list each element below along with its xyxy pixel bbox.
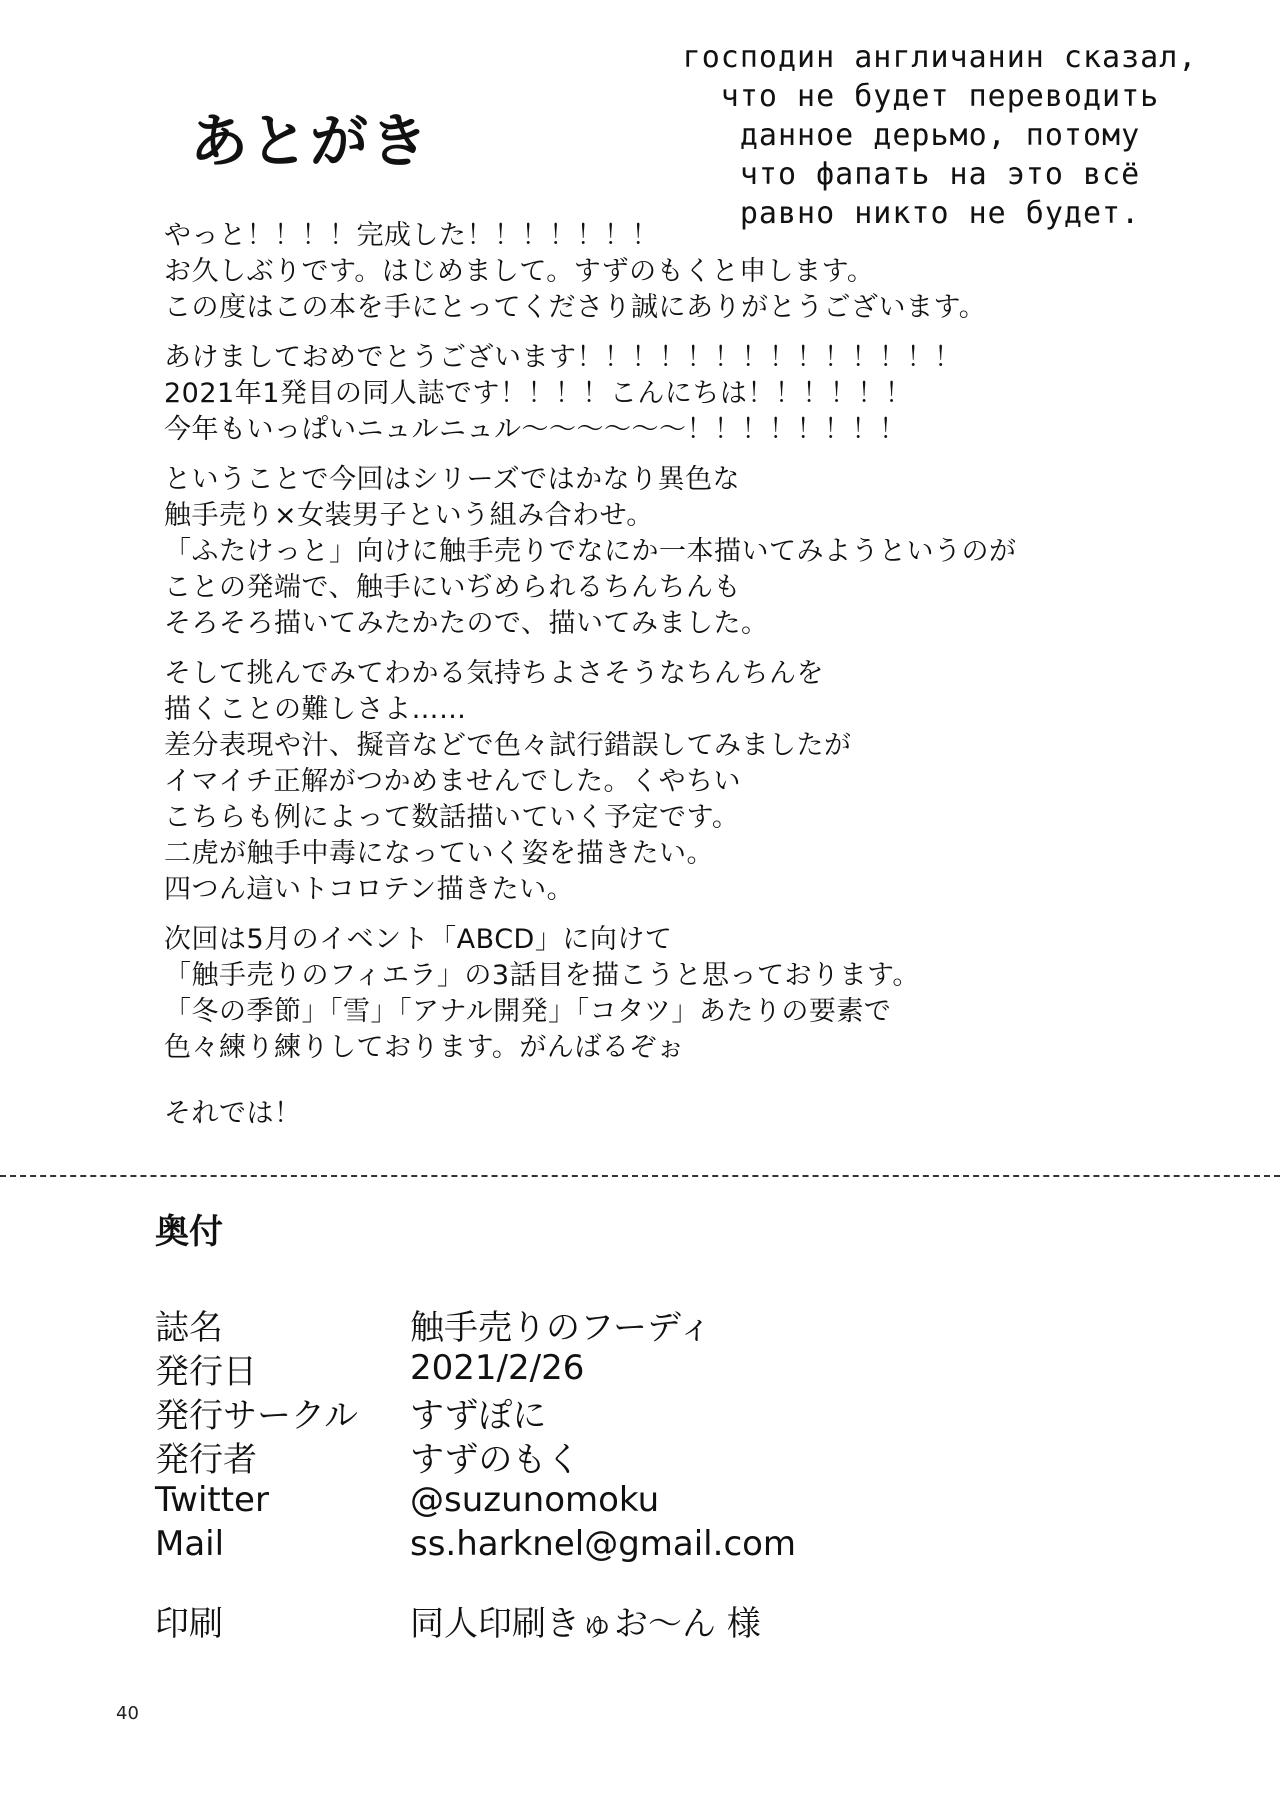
colophon-value: 同人印刷きゅお〜ん 様 (410, 1603, 761, 1644)
text-line: 触手売り×女装男子という組み合わせ。 (164, 500, 654, 531)
colophon-row (155, 1522, 1155, 1566)
text-line: 2021年1発目の同人誌です！！！！こんにちは！！！！！！ (164, 378, 913, 409)
text-line: ということで今回はシリーズではかなり異色な (164, 464, 741, 495)
text-line: あけましておめでとうございます！！！！！！！！！！！！！！ (164, 342, 962, 373)
text-line: 描くことの難しさよ…… (164, 694, 467, 725)
text-line: そして挑んでみてわかる気持ちよさそうなちんちんを (164, 658, 824, 689)
colophon-label: 発行日 (155, 1351, 257, 1392)
colophon-value: 2021/2/26 (410, 1348, 585, 1388)
paragraph (164, 922, 1244, 1066)
translator-note (630, 38, 1250, 233)
translator-note-line: господин англичанин сказал, (682, 40, 1198, 75)
twitter-handle: @suzunomoku (410, 1480, 660, 1520)
colophon-row-printer (155, 1598, 1155, 1642)
translator-note-line: что не будет переводить (720, 79, 1160, 114)
text-line: この度はこの本を手にとってくださり誠にありがとうございます。 (164, 292, 987, 323)
colophon-label: Twitter (155, 1480, 269, 1520)
colophon-label: Mail (155, 1524, 225, 1564)
text-line: 二虎が触手中毒になっていく姿を描きたい。 (164, 838, 714, 869)
text-line: やっと！！！！完成した！！！！！！！ (164, 220, 659, 251)
colophon-label: 印刷 (155, 1603, 223, 1644)
colophon-label: 発行者 (155, 1439, 257, 1480)
afterword-body (164, 218, 1244, 1146)
text-line: こちらも例によって数話描いていく予定です。 (164, 802, 740, 833)
colophon-row (155, 1478, 1155, 1522)
page-title: あとがき (190, 107, 431, 175)
text-line: 「ふたけっと」向けに触手売りでなにか一本描いてみようというのが (164, 536, 1017, 567)
text-line: 次回は5月のイベント「ABCD」に向けて (164, 924, 673, 955)
colophon-label: 誌名 (155, 1307, 223, 1348)
email-address: ss.harknel@gmail.com (410, 1524, 797, 1564)
text-line: それでは！ (164, 1098, 302, 1129)
colophon-value: すずぽに (410, 1395, 547, 1436)
text-line: 四つん這いトコロテン描きたい。 (164, 874, 575, 905)
colophon-heading: 奥付 (155, 1212, 223, 1252)
paragraph (164, 656, 1244, 908)
paragraph (164, 462, 1244, 642)
text-line: 色々練り練りしております。がんばるぞぉ (164, 1032, 685, 1063)
page-number: 40 (116, 1703, 139, 1724)
text-line: お久しぶりです。はじめまして。すずのもくと申します。 (164, 256, 875, 287)
paragraph (164, 218, 1244, 326)
dashed-divider (0, 1175, 1280, 1177)
colophon-label: 発行サークル (155, 1395, 358, 1436)
text-line: そろそろ描いてみたかたので、描いてみました。 (164, 608, 769, 639)
text-line: ことの発端で、触手にいぢめられるちんちんも (164, 572, 741, 603)
text-line: 今年もいっぱいニュルニュル〜〜〜〜〜〜！！！！！！！！ (164, 414, 907, 445)
colophon-value: 触手売りのフーディ (410, 1307, 713, 1348)
colophon-row (155, 1302, 1155, 1346)
text-line: 差分表現や汁、擬音などで色々試行錯誤してみましたが (164, 730, 852, 761)
colophon-table (155, 1302, 1155, 1642)
translator-note-line: что фапать на это всё (739, 157, 1141, 192)
colophon-row (155, 1346, 1155, 1390)
colophon-row (155, 1390, 1155, 1434)
text-line: イマイチ正解がつかめませんでした。くやちい (164, 766, 741, 797)
text-line: 「冬の季節」「雪」「アナル開発」「コタツ」あたりの要素で (164, 996, 892, 1027)
translator-note-line: данное дерьмо, потому (739, 118, 1141, 153)
paragraph (164, 1096, 1244, 1132)
colophon-row (155, 1434, 1155, 1478)
text-line: 「触手売りのフィエラ」の3話目を描こうと思っております。 (164, 960, 920, 991)
translator-note-line: равно никто не будет. (739, 196, 1141, 231)
paragraph (164, 340, 1244, 448)
colophon-value: すずのもく (410, 1439, 581, 1480)
